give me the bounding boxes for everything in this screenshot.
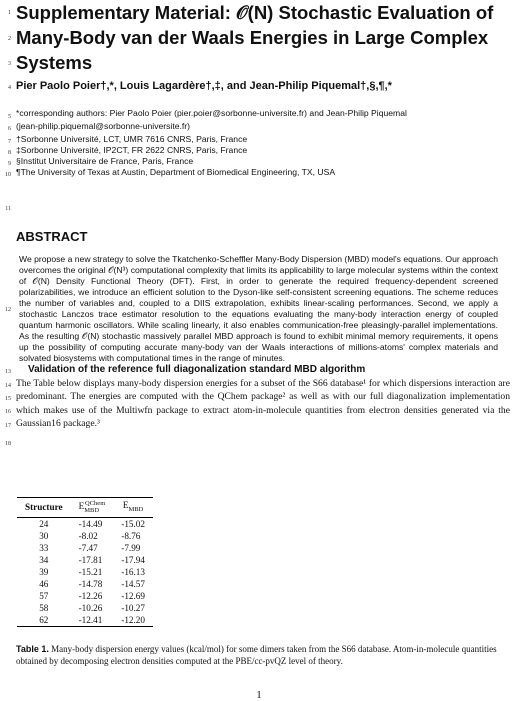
header-structure: Structure (25, 502, 63, 513)
cell-structure: 33 (39, 542, 49, 553)
table-row (17, 566, 153, 578)
header-mbd-sub: MBD (128, 505, 144, 513)
cell-structure: 39 (39, 566, 49, 577)
cell-e-mbd: -14.57 (121, 578, 145, 589)
cell-e-mbd: -12.20 (121, 614, 145, 625)
paper-title: Supplementary Material: 𝒪(N) Stochastic Evaluation of Many-Body van der Waals Energies in Large Complex Systems (16, 2, 494, 73)
affiliation-line: ¶The University of Texas at Austin, Department of Biomedical Engineering, TX, USA (16, 167, 336, 177)
table-row (17, 554, 153, 566)
table-row (17, 590, 153, 602)
abstract-text: We propose a new strategy to solve the Tkatchenko-Scheffler Many-Body Dispersion (MBD) model's equations. Our approach overcomes the original 𝒪(N³) computational complexity that limits its applicability to large molecular systems within the context of 𝒪(N) Density Functional Theory (DFT). First, in order to generate the required frequency-dependent screened polarizabilities, we introduce an efficient solution to the Dyson-like self-consistent screening equations. The scheme reduces the number of variables and, coupled to a DIIS extrapolation, exhibits linear-scaling performances. Second, we apply a stochastic Lanczos trace estimator resolution to the equations evaluating the many-body interaction energy of coupled quantum harmonic oscillators. While scaling linearly, it also enables communication-free pleasingly-parallel implementations. As the resulting 𝒪(N) stochastic massively parallel MBD approach is found to exhibit minimal memory requirements, it opens up the possibility of computing accurate many-body van der Waals interactions of millions-atoms' complex materials and solvated biosystems with computational times in the range of minutes. (19, 254, 498, 363)
header-e-symbol: E (78, 501, 85, 512)
cell-e-mbd: -8.76 (121, 530, 141, 541)
cell-structure: 24 (39, 518, 49, 529)
cell-e-qchem: -10.26 (78, 602, 103, 613)
header-qchem-sup: QChem (85, 500, 106, 507)
cell-e-qchem: -17.81 (78, 554, 103, 565)
cell-structure: 57 (39, 590, 49, 601)
dispersion-energy-table (17, 497, 153, 627)
affiliation-line: *corresponding authors: Pier Paolo Poier (pier.poier@sorbonne-universite.fr) and Jean-Philip Piquemal (16, 108, 407, 118)
line-number: 14 (5, 383, 11, 389)
line-number: 17 (5, 423, 11, 429)
author-list: Pier Paolo Poier†,*, Louis Lagardère†,‡, and Jean-Philip Piquemal†,§,¶,* (16, 80, 392, 92)
cell-structure: 62 (39, 614, 49, 625)
cell-e-mbd: -15.02 (121, 518, 145, 529)
affiliation-line: §Institut Universitaire de France, Paris, France (16, 156, 194, 166)
cell-e-qchem: -14.78 (78, 578, 103, 589)
page-number: 1 (256, 689, 262, 701)
cell-e-qchem: -7.47 (78, 542, 98, 553)
cell-structure: 46 (39, 578, 49, 589)
cell-e-qchem: -12.26 (78, 590, 103, 601)
table-caption (16, 643, 510, 667)
table-row (17, 602, 153, 614)
cell-e-qchem: -15.21 (78, 566, 103, 577)
cell-structure: 30 (39, 530, 49, 541)
section-heading: Validation of the reference full diagonalization standard MBD algorithm (28, 364, 366, 375)
cell-e-mbd: -10.27 (121, 602, 145, 613)
cell-structure: 34 (39, 554, 49, 565)
affiliation-line: ‡Sorbonne Université, IP2CT, FR 2622 CNRS, Paris, France (16, 145, 248, 155)
header-e-qchem (71, 498, 114, 518)
line-number: 11 (5, 206, 11, 212)
abstract-heading: ABSTRACT (16, 229, 88, 244)
body-paragraph: The Table below displays many-body dispersion energies for a subset of the S66 database¹ for which dispersions interaction are predominant. The energies are computed with the QChem package² as well as with our full diagonalization implementation which makes use of the Multiwfn package to extract atom-in-molecule quantities from electron densities generated via the Gaussian16 package.³ (16, 378, 510, 430)
table-header-row (17, 498, 153, 518)
line-number: 6 (8, 126, 11, 132)
table-row (17, 614, 153, 627)
line-number: 16 (5, 409, 11, 415)
cell-e-qchem: -12.41 (78, 614, 103, 625)
caption-label: Table 1. (16, 644, 49, 654)
line-number: 15 (5, 396, 11, 402)
cell-e-mbd: -7.99 (121, 542, 141, 553)
cell-structure: 58 (39, 602, 49, 613)
line-number: 8 (8, 150, 11, 156)
cell-e-mbd: -16.13 (121, 566, 145, 577)
cell-e-qchem: -8.02 (78, 530, 98, 541)
line-number: 3 (8, 61, 11, 67)
table-row (17, 578, 153, 590)
table-row (17, 530, 153, 542)
affiliation-line: (jean-philip.piquemal@sorbonne-universite.fr) (16, 121, 190, 131)
header-e-symbol: E (122, 500, 129, 511)
line-number: 9 (8, 161, 11, 167)
line-number: 10 (5, 172, 11, 178)
line-number: 12 (5, 307, 11, 313)
cell-e-mbd: -17.94 (121, 554, 145, 565)
line-number: 4 (8, 85, 11, 91)
line-number: 5 (8, 114, 11, 120)
cell-e-qchem: -14.49 (78, 518, 103, 529)
header-e-mbd (113, 498, 153, 518)
table-row (17, 517, 153, 530)
line-number: 13 (5, 369, 11, 375)
line-number: 18 (5, 441, 11, 447)
header-mbd-sub: MBD (84, 506, 100, 514)
line-number: 1 (8, 10, 11, 16)
cell-e-mbd: -12.69 (121, 590, 145, 601)
line-number: 2 (8, 36, 11, 42)
caption-text: Many-body dispersion energy values (kcal/mol) for some dimers taken from the S66 database. Atom-in-molecule quantities obtained by decomposing electron densities computed at the PBE/cc-pvQZ level of theory. (16, 644, 497, 666)
affiliation-line: †Sorbonne Université, LCT, UMR 7616 CNRS, Paris, France (16, 134, 248, 144)
table-row (17, 542, 153, 554)
line-number: 7 (8, 139, 11, 145)
